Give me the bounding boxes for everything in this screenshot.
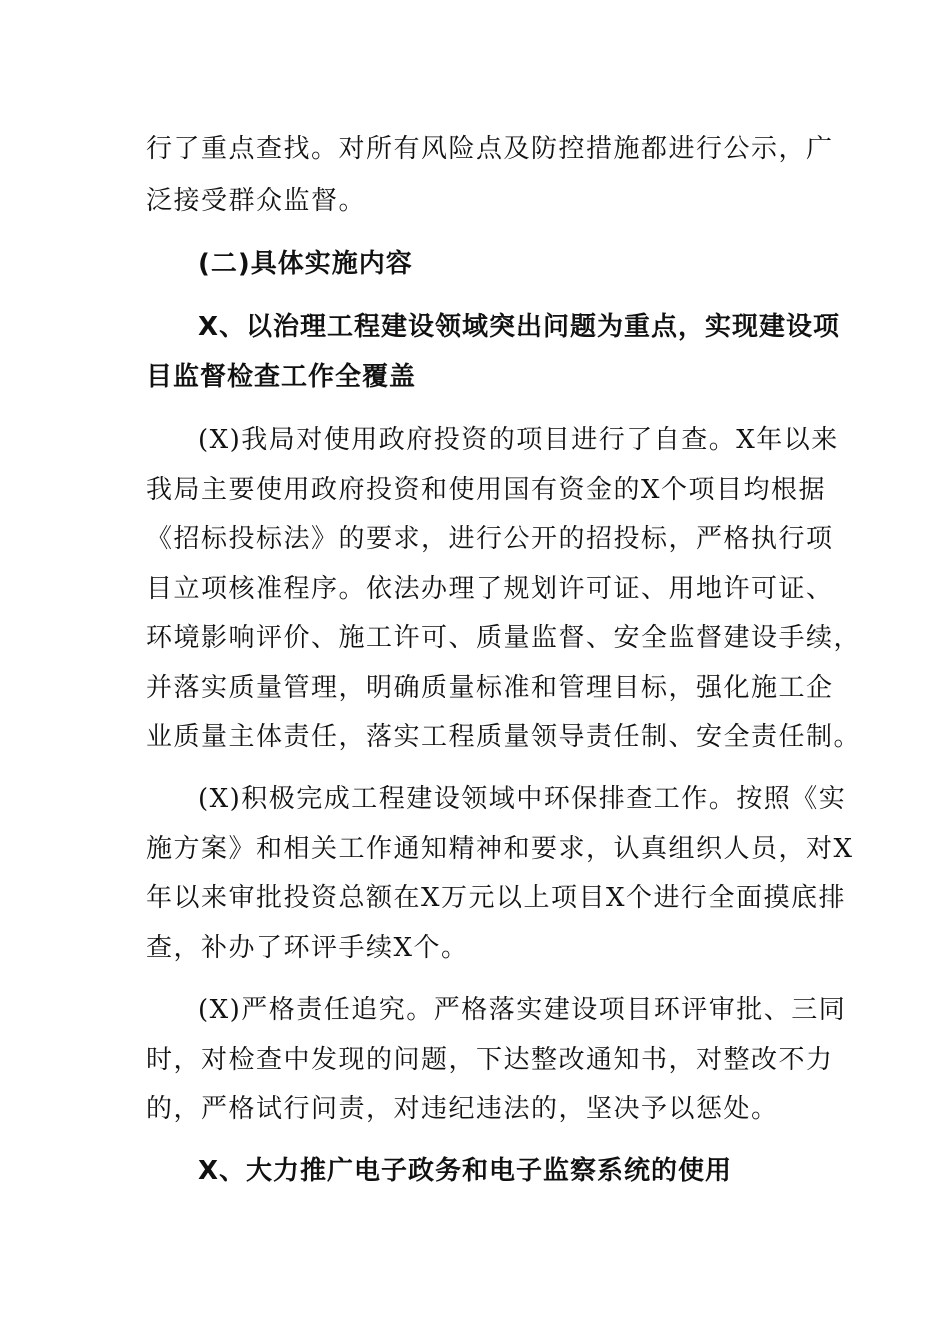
- subheading-2: X、大力推广电子政务和电子监察系统的使用: [198, 1156, 733, 1186]
- text-line: 的，严格试行问责，对违纪违法的，坚决予以惩处。: [146, 1094, 779, 1124]
- heading-line: 目监督检查工作全覆盖: [146, 362, 417, 392]
- text-line: 时，对检查中发现的问题，下达整改通知书，对整改不力: [146, 1045, 834, 1075]
- text-line: 目立项核准程序。依法办理了规划许可证、用地许可证、: [146, 574, 834, 604]
- text-line: 我局主要使用政府投资和使用国有资金的X个项目均根据: [146, 475, 827, 505]
- text-line: 施方案》和相关工作通知精神和要求，认真组织人员，对X: [146, 834, 854, 864]
- text-line: 并落实质量管理，明确质量标准和管理目标，强化施工企: [146, 673, 834, 703]
- text-line: (X)积极完成工程建设领域中环保排查工作。按照《实: [198, 784, 847, 814]
- text-line: 年以来审批投资总额在X万元以上项目X个进行全面摸底排: [146, 883, 847, 913]
- text-line: 查，补办了环评手续X个。: [146, 933, 469, 963]
- section-heading: (二)具体实施内容: [198, 249, 413, 279]
- text-line: (X)我局对使用政府投资的项目进行了自查。X年以来: [198, 425, 839, 455]
- heading-line: X、以治理工程建设领域突出问题为重点，实现建设项: [198, 312, 841, 342]
- text-line: 行了重点查找。对所有风险点及防控措施都进行公示，广: [146, 134, 834, 164]
- text-line: 业质量主体责任，落实工程质量领导责任制、安全责任制。: [146, 722, 862, 752]
- text-line: (X)严格责任追究。严格落实建设项目环评审批、三同: [198, 995, 847, 1025]
- text-line: 泛接受群众监督。: [146, 186, 367, 216]
- text-line: 环境影响评价、施工许可、质量监督、安全监督建设手续，: [146, 623, 862, 653]
- text-line: 《招标投标法》的要求，进行公开的招投标，严格执行项: [146, 524, 834, 554]
